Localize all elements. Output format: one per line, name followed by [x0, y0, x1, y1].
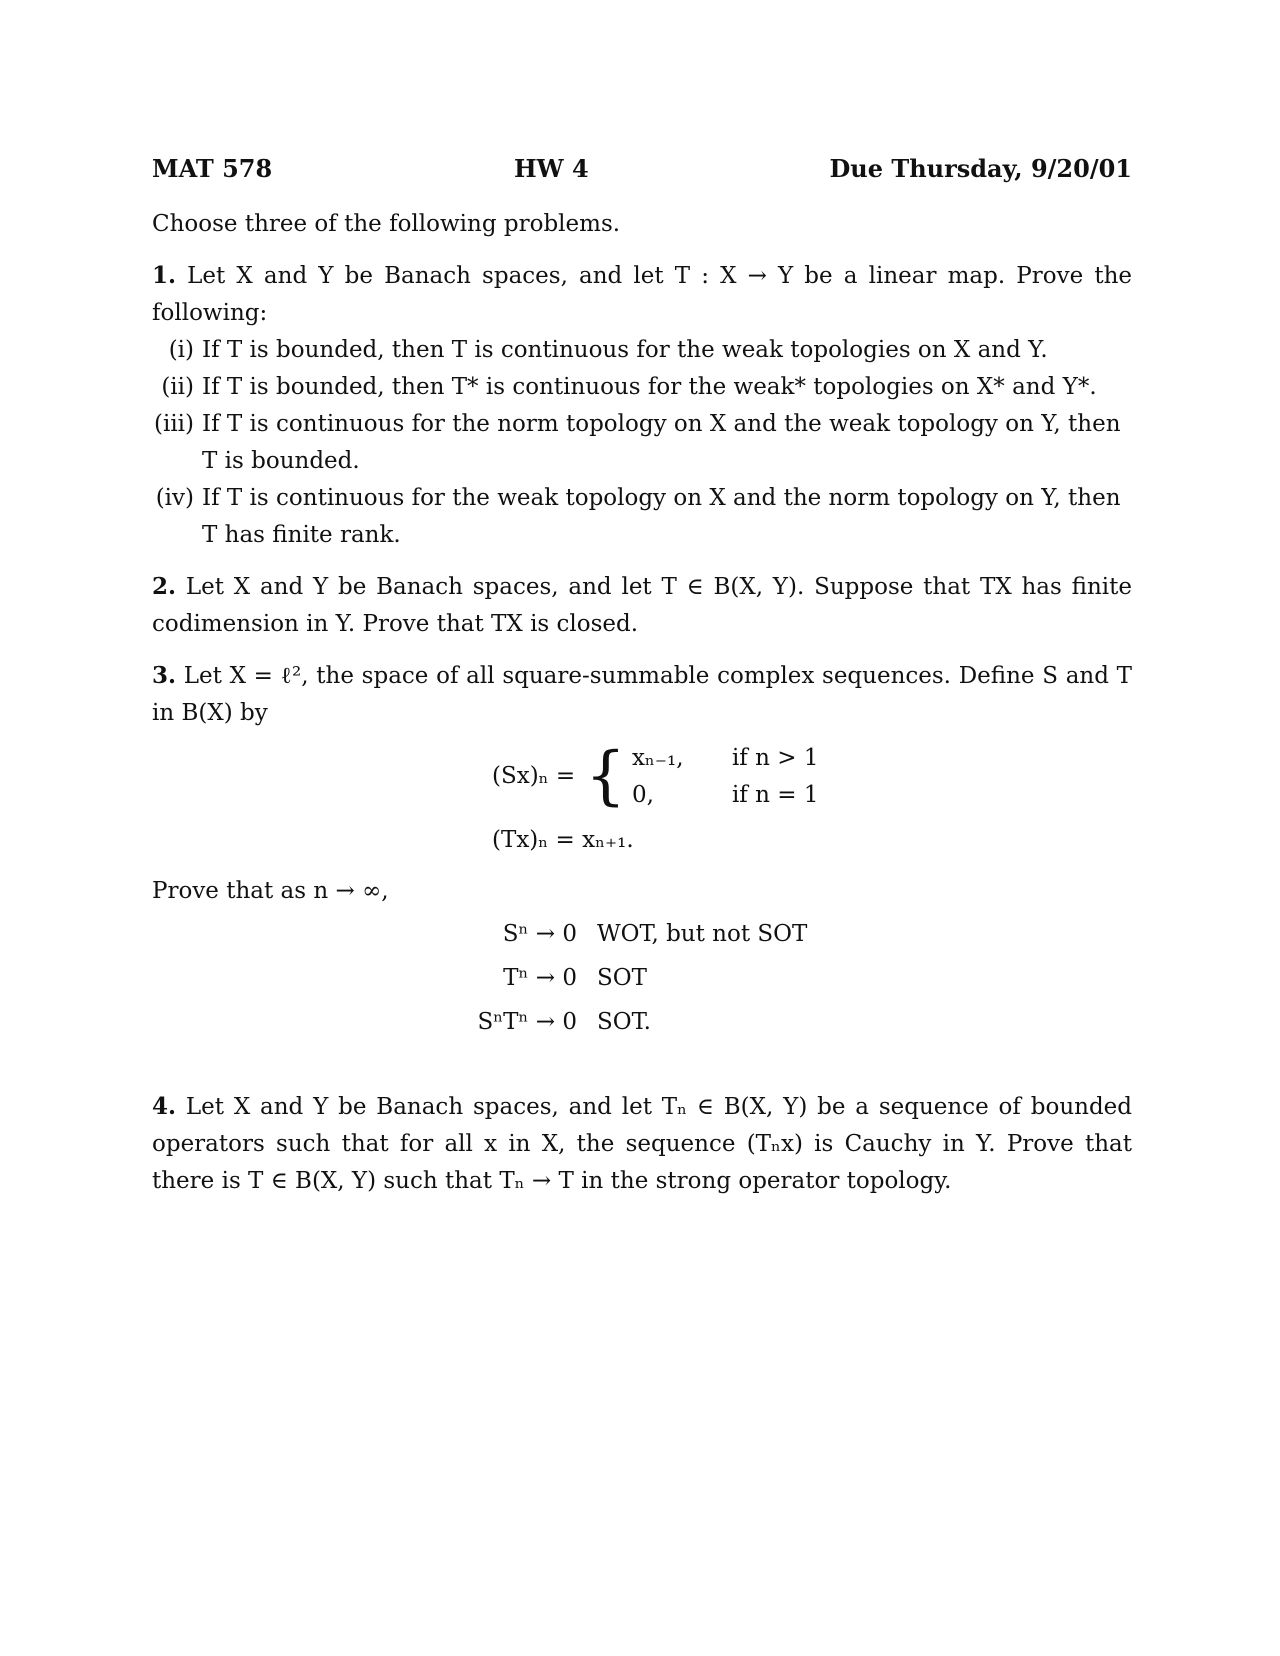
instructions: Choose three of the following problems.	[152, 211, 621, 237]
problem-3	[152, 657, 1132, 1048]
t-definition: (Tx)ₙ = xₙ₊₁.	[492, 827, 634, 853]
homework-page	[152, 150, 1132, 1200]
problem-3-number: 3.	[152, 662, 177, 689]
s-cases: xₙ₋₁, if n > 1 0, if n = 1	[631, 745, 819, 808]
limit-row: SⁿTⁿ → 0 SOT.	[477, 1009, 651, 1035]
s-lhs: (Sx)ₙ =	[492, 762, 576, 789]
list-item: (iv) If T is continuous for the weak topology on X and the norm topology on Y, then T has finite rank.	[155, 485, 1121, 548]
course-code: MAT 578	[152, 154, 273, 183]
list-item: (i) If T is bounded, then T is continuous for the weak topologies on X and Y.	[168, 337, 1048, 363]
assignment-title: HW 4	[514, 154, 589, 183]
problem-1-text: Let X and Y be Banach spaces, and let T : X → Y be a linear map. Prove the following:	[152, 263, 1132, 326]
list-item: (ii) If T is bounded, then T* is continuous for the weak* topologies on X* and Y*.	[161, 374, 1097, 400]
problem-4-number: 4.	[152, 1093, 177, 1120]
left-brace-icon: {	[585, 739, 626, 813]
problem-2	[152, 568, 1132, 643]
limit-row: Tⁿ → 0 SOT	[503, 965, 647, 991]
prove-statement: Prove that as n → ∞,	[152, 878, 389, 904]
limit-statements	[457, 916, 1132, 1048]
problem-2-text: Let X and Y be Banach spaces, and let T ∈ B(X, Y). Suppose that TX has finite codimension in Y. Prove that TX is closed.	[152, 574, 1132, 637]
problem-1	[152, 257, 1132, 554]
limit-row: Sⁿ → 0 WOT, but not SOT	[502, 921, 808, 947]
due-date: Due Thursday, 9/20/01	[829, 154, 1132, 183]
problem-4-text: Let X and Y be Banach spaces, and let Tₙ ∈ B(X, Y) be a sequence of bounded operators such that for all x in X, the sequence (Tₙx) is Cauchy in Y. Prove that there is T ∈ B(X, Y) such that Tₙ → T in the strong operator topology.	[152, 1094, 1132, 1194]
list-item: (iii) If T is continuous for the norm topology on X and the weak topology on Y, then T is bounded.	[153, 411, 1121, 474]
problem-4	[152, 1088, 1132, 1200]
problem-2-number: 2.	[152, 573, 177, 600]
problem-1-number: 1.	[152, 262, 177, 289]
s-definition	[492, 738, 1132, 814]
shift-definitions	[492, 738, 1132, 859]
header	[152, 150, 1132, 190]
problem-1-items	[152, 332, 1132, 554]
problem-3-text: Let X = ℓ², the space of all square-summable complex sequences. Define S and T in B(X) by	[152, 663, 1132, 726]
